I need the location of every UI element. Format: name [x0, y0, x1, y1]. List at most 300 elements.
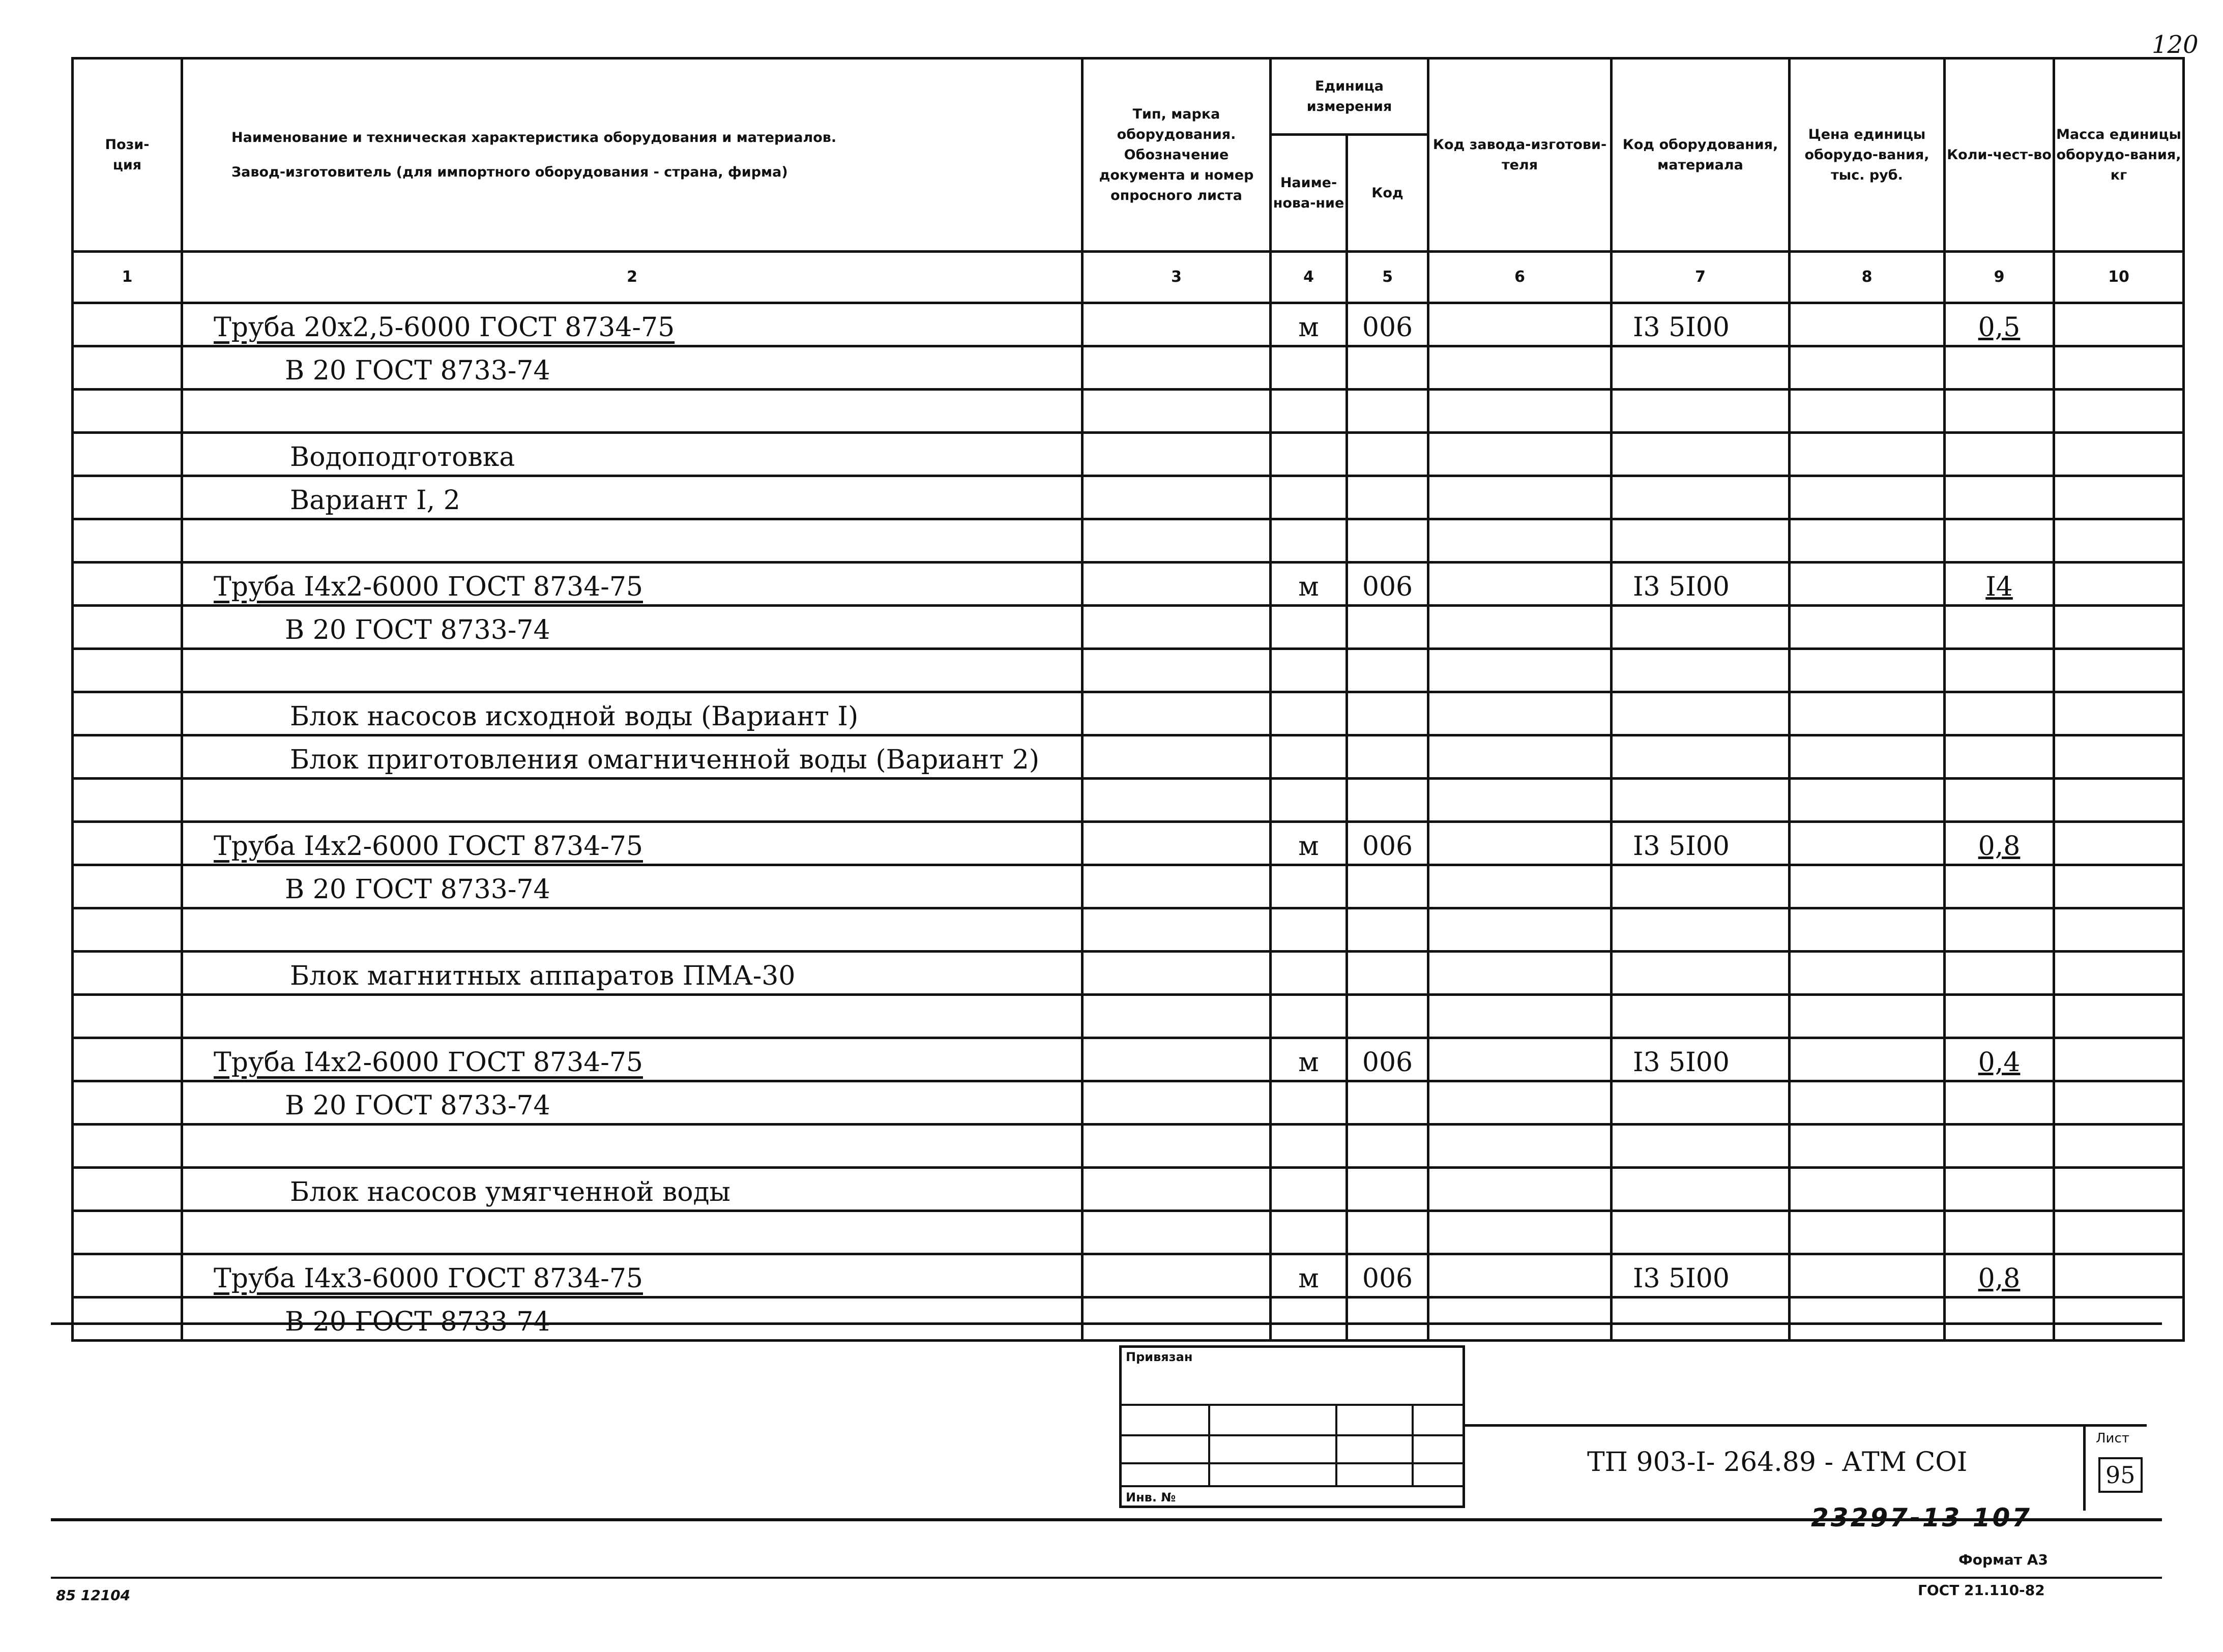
cell-col-1 [73, 346, 182, 390]
cell-col-4 [1271, 952, 1347, 995]
cell-col-4 [1271, 519, 1347, 563]
cell-col-1 [73, 433, 182, 476]
cell-col-8 [1790, 735, 1945, 779]
cell-col-4 [1271, 865, 1347, 908]
cell-col-9 [1945, 1168, 2054, 1211]
cell-col-8 [1790, 606, 1945, 649]
cell-col-9 [1945, 865, 2054, 908]
cell-col-8 [1790, 692, 1945, 735]
cell-code: 006 [1362, 1263, 1413, 1294]
cell-col-10 [2054, 563, 2184, 606]
cell-unit: м [1298, 831, 1319, 862]
cell-col-4 [1271, 1125, 1347, 1168]
cell-col-7 [1612, 1125, 1790, 1168]
column-number-3: 3 [1083, 252, 1271, 303]
header-name [182, 58, 1083, 252]
header-price: Цена единицы оборудо-вания, тыс. руб. [1790, 58, 1945, 252]
cell-mat [1613, 812, 1633, 814]
cell-col-6 [1428, 1038, 1612, 1081]
table-row [73, 1038, 2184, 1081]
cell-col-4 [1271, 563, 1347, 606]
table-row [73, 519, 2184, 563]
cell-col-7 [1612, 952, 1790, 995]
cell-col-2 [182, 692, 1083, 735]
cell-col-9 [1945, 822, 2054, 865]
cell-col-6 [1428, 952, 1612, 995]
cell-unit: м [1298, 312, 1319, 343]
table-row [73, 1254, 2184, 1297]
cell-col-10 [2054, 606, 2184, 649]
cell-col-3 [1083, 433, 1271, 476]
cell-code: 006 [1362, 312, 1413, 343]
cell-col-5 [1347, 519, 1428, 563]
cell-col-9 [1945, 433, 2054, 476]
cell-mat: I3 5I00 [1633, 831, 1730, 862]
inventory-label: Инв. № [1126, 1490, 1176, 1504]
cell-mat [1613, 423, 1633, 425]
cell-col-3 [1083, 1081, 1271, 1125]
cell-col-2 [182, 346, 1083, 390]
cell-col-2 [182, 433, 1083, 476]
cell-name [183, 941, 214, 943]
header-type: Тип, марка оборудования. Обозначение документа и номер опросного листа [1083, 58, 1271, 252]
approval-box [1119, 1345, 1465, 1508]
cell-col-10 [2054, 390, 2184, 433]
cell-col-6 [1428, 735, 1612, 779]
cell-col-5 [1347, 390, 1428, 433]
cell-col-1 [73, 1168, 182, 1211]
column-number-2: 2 [182, 252, 1083, 303]
format-label: Формат А3 [1958, 1551, 2048, 1568]
cell-col-2 [182, 606, 1083, 649]
cell-mat [1613, 769, 1633, 771]
cell-col-8 [1790, 563, 1945, 606]
cell-col-8 [1790, 346, 1945, 390]
table-row [73, 1081, 2184, 1125]
cell-col-6 [1428, 1168, 1612, 1211]
cell-col-3 [1083, 649, 1271, 692]
cell-code: 006 [1362, 1047, 1413, 1078]
cell-col-6 [1428, 1254, 1612, 1297]
cell-col-5 [1347, 779, 1428, 822]
cell-col-4 [1271, 995, 1347, 1038]
cell-name: В 20 ГОСТ 8733-74 [285, 356, 550, 386]
cell-col-8 [1790, 303, 1945, 346]
cell-col-4 [1271, 779, 1347, 822]
cell-name [183, 1158, 214, 1160]
cell-mat [1613, 1158, 1633, 1160]
cell-code: 006 [1362, 572, 1413, 602]
cell-col-7 [1612, 865, 1790, 908]
cell-col-5 [1347, 1081, 1428, 1125]
cell-col-2 [182, 563, 1083, 606]
cell-col-6 [1428, 433, 1612, 476]
cell-col-1 [73, 735, 182, 779]
cell-col-10 [2054, 952, 2184, 995]
table-row [73, 1125, 2184, 1168]
cell-name: Труба I4х2-6000 ГОСТ 8734-75 [214, 572, 643, 602]
cell-col-4 [1271, 822, 1347, 865]
cell-col-2 [182, 476, 1083, 519]
cell-name [183, 812, 214, 814]
cell-col-8 [1790, 476, 1945, 519]
cell-mat [1613, 1201, 1633, 1203]
table-row [73, 346, 2184, 390]
cell-col-3 [1083, 476, 1271, 519]
cell-col-3 [1083, 606, 1271, 649]
table-row [73, 1168, 2184, 1211]
cell-col-8 [1790, 779, 1945, 822]
cell-col-2 [182, 1038, 1083, 1081]
cell-col-4 [1271, 346, 1347, 390]
header-material-code: Код оборудования, материала [1612, 58, 1790, 252]
cell-col-10 [2054, 1038, 2184, 1081]
table-row [73, 1211, 2184, 1254]
approved-label: Привязан [1126, 1350, 1193, 1364]
cell-col-5 [1347, 692, 1428, 735]
cell-col-5 [1347, 606, 1428, 649]
cell-col-2 [182, 995, 1083, 1038]
cell-col-10 [2054, 692, 2184, 735]
table-row [73, 822, 2184, 865]
cell-mat [1613, 552, 1633, 554]
cell-col-1 [73, 649, 182, 692]
cell-col-3 [1083, 563, 1271, 606]
cell-code: 006 [1362, 831, 1413, 862]
cell-mat: I3 5I00 [1633, 1047, 1730, 1078]
cell-col-8 [1790, 1168, 1945, 1211]
cell-mat [1613, 1114, 1633, 1116]
cell-col-8 [1790, 1211, 1945, 1254]
cell-name: Блок магнитных аппаратов ПМА-30 [290, 961, 796, 991]
gost-label: ГОСТ 21.110-82 [1918, 1582, 2045, 1599]
cell-col-5 [1347, 303, 1428, 346]
cell-col-9 [1945, 692, 2054, 735]
document-code: ТП 903-I- 264.89 - АТМ СОI [1587, 1447, 1968, 1478]
cell-name [183, 682, 214, 684]
cell-col-6 [1428, 346, 1612, 390]
cell-col-6 [1428, 476, 1612, 519]
cell-col-4 [1271, 390, 1347, 433]
cell-col-6 [1428, 995, 1612, 1038]
cell-col-6 [1428, 822, 1612, 865]
cell-col-5 [1347, 563, 1428, 606]
cell-col-5 [1347, 1211, 1428, 1254]
cell-col-1 [73, 1038, 182, 1081]
sheet-number: 95 [2098, 1457, 2143, 1493]
column-number-8: 8 [1790, 252, 1945, 303]
cell-col-7 [1612, 563, 1790, 606]
cell-col-8 [1790, 995, 1945, 1038]
cell-col-3 [1083, 1211, 1271, 1254]
header-name-line1: Наименование и техническая характеристика оборудования и материалов. [231, 129, 837, 145]
cell-col-7 [1612, 1038, 1790, 1081]
cell-name: В 20 ГОСТ 8733-74 [285, 1090, 550, 1121]
cell-mat [1613, 466, 1633, 468]
cell-name: Вариант I, 2 [290, 485, 460, 516]
cell-name: Труба I4х2-6000 ГОСТ 8734-75 [214, 1047, 643, 1078]
cell-col-7 [1612, 346, 1790, 390]
cell-col-5 [1347, 908, 1428, 952]
cell-col-1 [73, 952, 182, 995]
cell-col-6 [1428, 865, 1612, 908]
cell-mat [1613, 725, 1633, 727]
cell-name: Водоподготовка [290, 442, 515, 473]
cell-col-3 [1083, 779, 1271, 822]
cell-col-6 [1428, 390, 1612, 433]
cell-col-5 [1347, 735, 1428, 779]
cell-col-7 [1612, 303, 1790, 346]
cell-col-7 [1612, 1081, 1790, 1125]
cell-col-1 [73, 1254, 182, 1297]
cell-col-3 [1083, 1038, 1271, 1081]
cell-col-9 [1945, 779, 2054, 822]
cell-col-4 [1271, 303, 1347, 346]
table-row [73, 735, 2184, 779]
cell-col-10 [2054, 908, 2184, 952]
cell-qty: 0,8 [1978, 831, 2021, 862]
cell-col-10 [2054, 1254, 2184, 1297]
inventory-mark: 85 12104 [56, 1587, 131, 1604]
cell-col-3 [1083, 952, 1271, 995]
cell-col-4 [1271, 692, 1347, 735]
cell-col-9 [1945, 908, 2054, 952]
cell-mat [1613, 1244, 1633, 1246]
cell-col-5 [1347, 476, 1428, 519]
cell-col-8 [1790, 519, 1945, 563]
cell-mat: I3 5I00 [1633, 1263, 1730, 1294]
cell-col-1 [73, 779, 182, 822]
cell-col-4 [1271, 1081, 1347, 1125]
cell-col-10 [2054, 303, 2184, 346]
table-row [73, 433, 2184, 476]
cell-col-9 [1945, 1254, 2054, 1297]
cell-col-7 [1612, 908, 1790, 952]
cell-col-7 [1612, 649, 1790, 692]
header-unit-group: Единица измерения [1271, 58, 1428, 135]
cell-col-2 [182, 865, 1083, 908]
cell-col-10 [2054, 1211, 2184, 1254]
cell-col-10 [2054, 1125, 2184, 1168]
cell-col-5 [1347, 433, 1428, 476]
cell-col-2 [182, 779, 1083, 822]
archive-number: 23297-13 107 [1811, 1503, 2032, 1532]
cell-mat [1613, 898, 1633, 900]
cell-col-9 [1945, 995, 2054, 1038]
cell-name: Труба I4х3-6000 ГОСТ 8734-75 [214, 1263, 643, 1294]
cell-col-2 [182, 390, 1083, 433]
column-number-7: 7 [1612, 252, 1790, 303]
cell-mat [1613, 1028, 1633, 1030]
cell-col-6 [1428, 1081, 1612, 1125]
cell-col-8 [1790, 1038, 1945, 1081]
table-row [73, 649, 2184, 692]
cell-col-7 [1612, 995, 1790, 1038]
cell-col-4 [1271, 1254, 1347, 1297]
table-row [73, 390, 2184, 433]
cell-col-2 [182, 952, 1083, 995]
cell-col-8 [1790, 908, 1945, 952]
cell-qty: 0,8 [1978, 1263, 2021, 1294]
specification-sheet [71, 57, 2182, 1512]
cell-col-10 [2054, 649, 2184, 692]
cell-col-7 [1612, 433, 1790, 476]
cell-col-9 [1945, 346, 2054, 390]
cell-col-9 [1945, 606, 2054, 649]
cell-col-10 [2054, 779, 2184, 822]
cell-mat [1613, 639, 1633, 641]
cell-col-8 [1790, 865, 1945, 908]
cell-col-1 [73, 995, 182, 1038]
column-number-row [73, 252, 2184, 303]
cell-name: В 20 ГОСТ 8733-74 [285, 615, 550, 645]
cell-col-4 [1271, 1038, 1347, 1081]
cell-col-2 [182, 822, 1083, 865]
cell-col-7 [1612, 735, 1790, 779]
specification-body [73, 303, 2184, 1341]
cell-col-4 [1271, 1168, 1347, 1211]
column-number-6: 6 [1428, 252, 1612, 303]
cell-col-2 [182, 1254, 1083, 1297]
cell-col-10 [2054, 476, 2184, 519]
header-factory-code: Код завода-изготови-теля [1428, 58, 1612, 252]
cell-name [183, 1028, 214, 1030]
cell-col-7 [1612, 692, 1790, 735]
corner-page-mark: 120 [2152, 31, 2199, 59]
cell-col-9 [1945, 952, 2054, 995]
cell-col-10 [2054, 519, 2184, 563]
cell-col-7 [1612, 1168, 1790, 1211]
cell-mat [1613, 682, 1633, 684]
cell-col-7 [1612, 519, 1790, 563]
cell-col-3 [1083, 1168, 1271, 1211]
table-row [73, 908, 2184, 952]
cell-col-2 [182, 735, 1083, 779]
cell-mat: I3 5I00 [1633, 312, 1730, 343]
cell-col-8 [1790, 822, 1945, 865]
cell-col-8 [1790, 649, 1945, 692]
cell-mat [1613, 379, 1633, 381]
cell-unit: м [1298, 1263, 1319, 1294]
cell-col-6 [1428, 692, 1612, 735]
cell-col-1 [73, 606, 182, 649]
cell-col-3 [1083, 908, 1271, 952]
cell-col-6 [1428, 303, 1612, 346]
cell-qty: I4 [1985, 572, 2013, 602]
cell-col-3 [1083, 390, 1271, 433]
cell-mat: I3 5I00 [1633, 572, 1730, 602]
cell-col-1 [73, 908, 182, 952]
cell-col-5 [1347, 952, 1428, 995]
cell-mat [1613, 941, 1633, 943]
cell-col-9 [1945, 649, 2054, 692]
cell-col-9 [1945, 1125, 2054, 1168]
table-row [73, 865, 2184, 908]
cell-col-1 [73, 692, 182, 735]
cell-col-4 [1271, 1211, 1347, 1254]
cell-col-4 [1271, 908, 1347, 952]
cell-col-8 [1790, 1254, 1945, 1297]
cell-col-8 [1790, 390, 1945, 433]
cell-name: Блок насосов умягченной воды [290, 1177, 730, 1207]
header-unit-code: Код [1347, 135, 1428, 252]
table-row [73, 563, 2184, 606]
header-quantity: Коли-чест-во [1945, 58, 2054, 252]
cell-col-3 [1083, 692, 1271, 735]
cell-col-2 [182, 1125, 1083, 1168]
cell-unit: м [1298, 572, 1319, 602]
cell-col-7 [1612, 606, 1790, 649]
column-number-9: 9 [1945, 252, 2054, 303]
cell-col-5 [1347, 1125, 1428, 1168]
cell-name: В 20 ГОСТ 8733-74 [285, 874, 550, 905]
column-number-5: 5 [1347, 252, 1428, 303]
cell-col-4 [1271, 433, 1347, 476]
cell-col-3 [1083, 822, 1271, 865]
cell-col-10 [2054, 735, 2184, 779]
table-row [73, 476, 2184, 519]
cell-col-5 [1347, 822, 1428, 865]
cell-name: В 20 ГОСТ 8733-74 [285, 1307, 550, 1337]
cell-col-10 [2054, 1168, 2184, 1211]
table-row [73, 995, 2184, 1038]
cell-col-7 [1612, 476, 1790, 519]
cell-col-6 [1428, 606, 1612, 649]
header-name-line2: Завод-изготовитель (для импортного оборудования - страна, фирма) [231, 164, 788, 180]
column-number-10: 10 [2054, 252, 2184, 303]
cell-col-2 [182, 303, 1083, 346]
cell-col-1 [73, 822, 182, 865]
cell-col-7 [1612, 822, 1790, 865]
cell-col-3 [1083, 519, 1271, 563]
sheet-label: Лист [2096, 1431, 2129, 1446]
cell-col-9 [1945, 303, 2054, 346]
cell-col-6 [1428, 908, 1612, 952]
cell-col-1 [73, 1125, 182, 1168]
cell-col-1 [73, 1081, 182, 1125]
cell-mat [1613, 985, 1633, 987]
cell-name [183, 1244, 214, 1246]
cell-qty: 0,5 [1978, 312, 2021, 343]
cell-col-6 [1428, 563, 1612, 606]
cell-name [183, 552, 214, 554]
cell-col-9 [1945, 519, 2054, 563]
cell-col-4 [1271, 606, 1347, 649]
table-row [73, 692, 2184, 735]
cell-col-1 [73, 519, 182, 563]
cell-col-2 [182, 519, 1083, 563]
cell-col-6 [1428, 1211, 1612, 1254]
cell-col-3 [1083, 1125, 1271, 1168]
cell-col-5 [1347, 1254, 1428, 1297]
cell-col-3 [1083, 865, 1271, 908]
cell-col-1 [73, 865, 182, 908]
cell-col-6 [1428, 649, 1612, 692]
cell-col-1 [73, 563, 182, 606]
cell-col-7 [1612, 1254, 1790, 1297]
sheet-box [2083, 1427, 2147, 1511]
cell-col-1 [73, 1211, 182, 1254]
title-block [1465, 1424, 2147, 1511]
cell-col-10 [2054, 433, 2184, 476]
cell-col-3 [1083, 995, 1271, 1038]
cell-col-7 [1612, 779, 1790, 822]
cell-name: Блок насосов исходной воды (Вариант I) [290, 701, 859, 732]
cell-col-7 [1612, 1211, 1790, 1254]
cell-mat [1613, 509, 1633, 511]
cell-col-1 [73, 390, 182, 433]
cell-col-5 [1347, 1168, 1428, 1211]
